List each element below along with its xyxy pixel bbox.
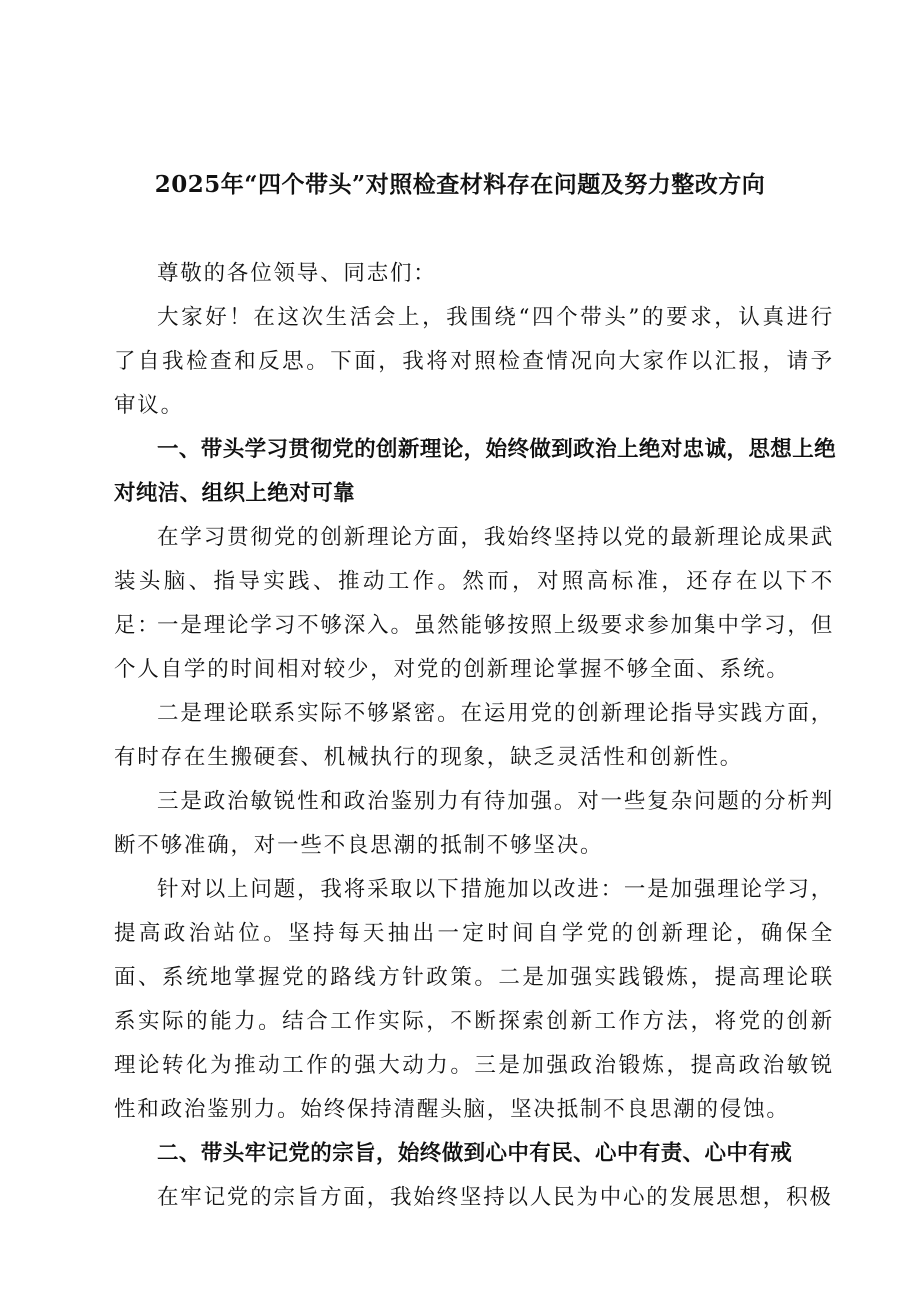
section-1-heading: 一、带头学习贯彻党的创新理论，始终做到政治上绝对忠诚，思想上绝对纯洁、组织上绝对可靠: [114, 437, 836, 506]
salutation: 尊敬的各位领导、同志们：: [157, 261, 437, 286]
intro-paragraph: 大家好！在这次生活会上，我围绕“四个带头”的要求，认真进行了自我检查和反思。下面，我将对照检查情况向大家作以汇报，请予审议。: [114, 305, 834, 418]
section-1-paragraph-2: 一是理论学习不够深入。虽然能够按照上级要求参加集中学习，但个人自学的时间相对较少，对党的创新理论掌握不够全面、系统。: [114, 613, 834, 682]
section-1-paragraph-4: 三是政治敏锐性和政治鉴别力有待加强。对一些复杂问题的分析判断不够准确，对一些不良思潮的抵制不够坚决。: [114, 789, 834, 858]
section-2-heading: 二、带头牢记党的宗旨，始终做到心中有民、心中有责、心中有戒: [157, 1141, 793, 1166]
section-1-paragraph-5: 针对以上问题，我将采取以下措施加以改进：一是加强理论学习，提高政治站位。坚持每天抽出一定时间自学党的创新理论，确保全面、系统地掌握党的路线方针政策。二是加强实践锻炼，提高理论联系实际的能力。结合工作实际，不断探索创新工作方法，将党的创新理论转化为推动工作的强大动力。三是加强政治锻炼，提高政治敏锐性和政治鉴别力。始终保持清醒头脑，坚决抵制不良思潮的侵蚀。: [114, 877, 834, 1122]
document-title: 2025年“四个带头”对照检查材料存在问题及努力整改方向: [154, 171, 766, 198]
section-2-paragraph-1: 在牢记党的宗旨方面，我始终坚持以人民为中心的发展思想，积极: [157, 1185, 833, 1210]
section-1-paragraph-3: 二是理论联系实际不够紧密。在运用党的创新理论指导实践方面，有时存在生搬硬套、机械执行的现象，缺乏灵活性和创新性。: [114, 701, 834, 770]
section-1-paragraph-1: 在学习贯彻党的创新理论方面，我始终坚持以党的最新理论成果武装头脑、指导实践、推动工作。然而，对照高标准，还存在以下不足：: [114, 525, 834, 638]
